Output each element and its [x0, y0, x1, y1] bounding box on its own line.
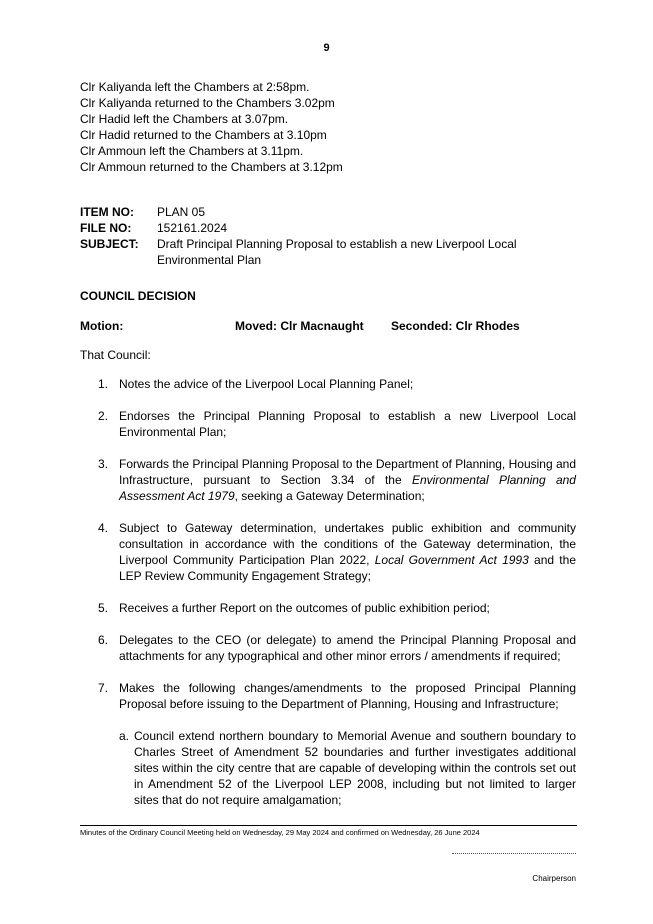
- decision-item-number: 7.: [98, 681, 109, 695]
- decision-item-text: Delegates to the CEO (or delegate) to amend the Principal Planning Proposal and attachments for any typographical and other minor errors / amendments if required;: [119, 633, 576, 663]
- file-no-row: [80, 220, 580, 236]
- decision-item: [80, 680, 576, 712]
- decision-item-number: 1.: [98, 377, 109, 391]
- attendance-line: Clr Ammoun left the Chambers at 3.11pm.: [80, 144, 304, 158]
- sub-item-text: Council extend northern boundary to Memorial Avenue and southern boundary to Charles Street of Amendment 52 boundaries and further investigates additional sites within the city centre that are capable of developing within the controls set out in Amendment 52 of the Liverpool LEP 2008, including but not limited to larger sites that do not require amalgamation;: [134, 729, 576, 807]
- page-number: 9: [323, 42, 330, 54]
- act-title: Environmental Planning and Assessment Act 1979: [119, 473, 576, 503]
- decision-item-number: 2.: [98, 409, 109, 423]
- subject-row: [80, 236, 580, 268]
- item-no-label: ITEM NO:: [80, 205, 134, 219]
- decision-item-text: Endorses the Principal Planning Proposal to establish a new Liverpool Local Environmental Plan;: [119, 409, 576, 439]
- moved-by: Moved: Clr Macnaught: [235, 319, 364, 333]
- footer-minutes-note: Minutes of the Ordinary Council Meeting held on Wednesday, 29 May 2024 and confirmed on Wednesday, 26 June 2024: [80, 828, 480, 837]
- subject-value: Draft Principal Planning Proposal to establish a new Liverpool Local Environmental Plan: [157, 237, 517, 267]
- item-no-value: PLAN 05: [157, 205, 206, 219]
- decision-item-number: 4.: [98, 521, 109, 535]
- attendance-line: Clr Hadid left the Chambers at 3.07pm.: [80, 112, 289, 126]
- attendance-line: Clr Kaliyanda left the Chambers at 2:58pm.: [80, 80, 310, 94]
- sub-item-letter: a.: [119, 729, 130, 743]
- seconded-by: Seconded: Clr Rhodes: [391, 319, 520, 333]
- decision-item-number: 5.: [98, 601, 109, 615]
- file-no-label: FILE NO:: [80, 221, 132, 235]
- decision-item: [80, 408, 576, 440]
- sub-item: [80, 728, 576, 808]
- motion-row: [80, 318, 580, 334]
- decision-item: [80, 520, 576, 584]
- motion-label: Motion:: [80, 319, 124, 333]
- act-title: Local Government Act 1993: [374, 553, 529, 567]
- decision-item: [80, 456, 576, 504]
- item-header: [80, 204, 580, 268]
- decision-item-text: , seeking a Gateway Determination;: [234, 489, 425, 503]
- decision-item: [80, 632, 576, 664]
- item-no-row: [80, 204, 580, 220]
- attendance-line: Clr Ammoun returned to the Chambers at 3.12pm: [80, 160, 343, 174]
- decision-item-number: 3.: [98, 457, 109, 471]
- decision-item-text: Notes the advice of the Liverpool Local Planning Panel;: [119, 377, 414, 391]
- footer-divider: [80, 825, 577, 826]
- chairperson-label: Chairperson: [532, 874, 576, 883]
- decision-list: [80, 376, 576, 808]
- file-no-value: 152161.2024: [157, 221, 228, 235]
- decision-item: [80, 376, 576, 392]
- attendance-line: Clr Kaliyanda returned to the Chambers 3.02pm: [80, 96, 335, 110]
- subject-label: SUBJECT:: [80, 237, 139, 251]
- council-decision-heading: COUNCIL DECISION: [80, 289, 196, 303]
- decision-item: [80, 600, 576, 616]
- resolution-intro: That Council:: [80, 348, 151, 362]
- decision-item-text: and the LEP Review Community Engagement Strategy;: [119, 553, 576, 583]
- decision-item-text: Makes the following changes/amendments to the proposed Principal Planning Proposal before issuing to the Department of Planning, Housing and Infrastructure;: [119, 681, 576, 711]
- decision-item-text: Subject to Gateway determination, undertakes public exhibition and community consultation in accordance with the conditions of the Gateway determination, the Liverpool Community Participation Plan 2022,: [119, 521, 576, 567]
- decision-item-number: 6.: [98, 633, 109, 647]
- decision-item-text: Forwards the Principal Planning Proposal to the Department of Planning, Housing and Infrastructure, pursuant to Section 3.34 of the: [119, 457, 576, 487]
- decision-item-text: Receives a further Report on the outcomes of public exhibition period;: [119, 601, 490, 615]
- attendance-notes: [80, 79, 343, 175]
- signature-line: [452, 852, 576, 854]
- attendance-line: Clr Hadid returned to the Chambers at 3.10pm: [80, 128, 327, 142]
